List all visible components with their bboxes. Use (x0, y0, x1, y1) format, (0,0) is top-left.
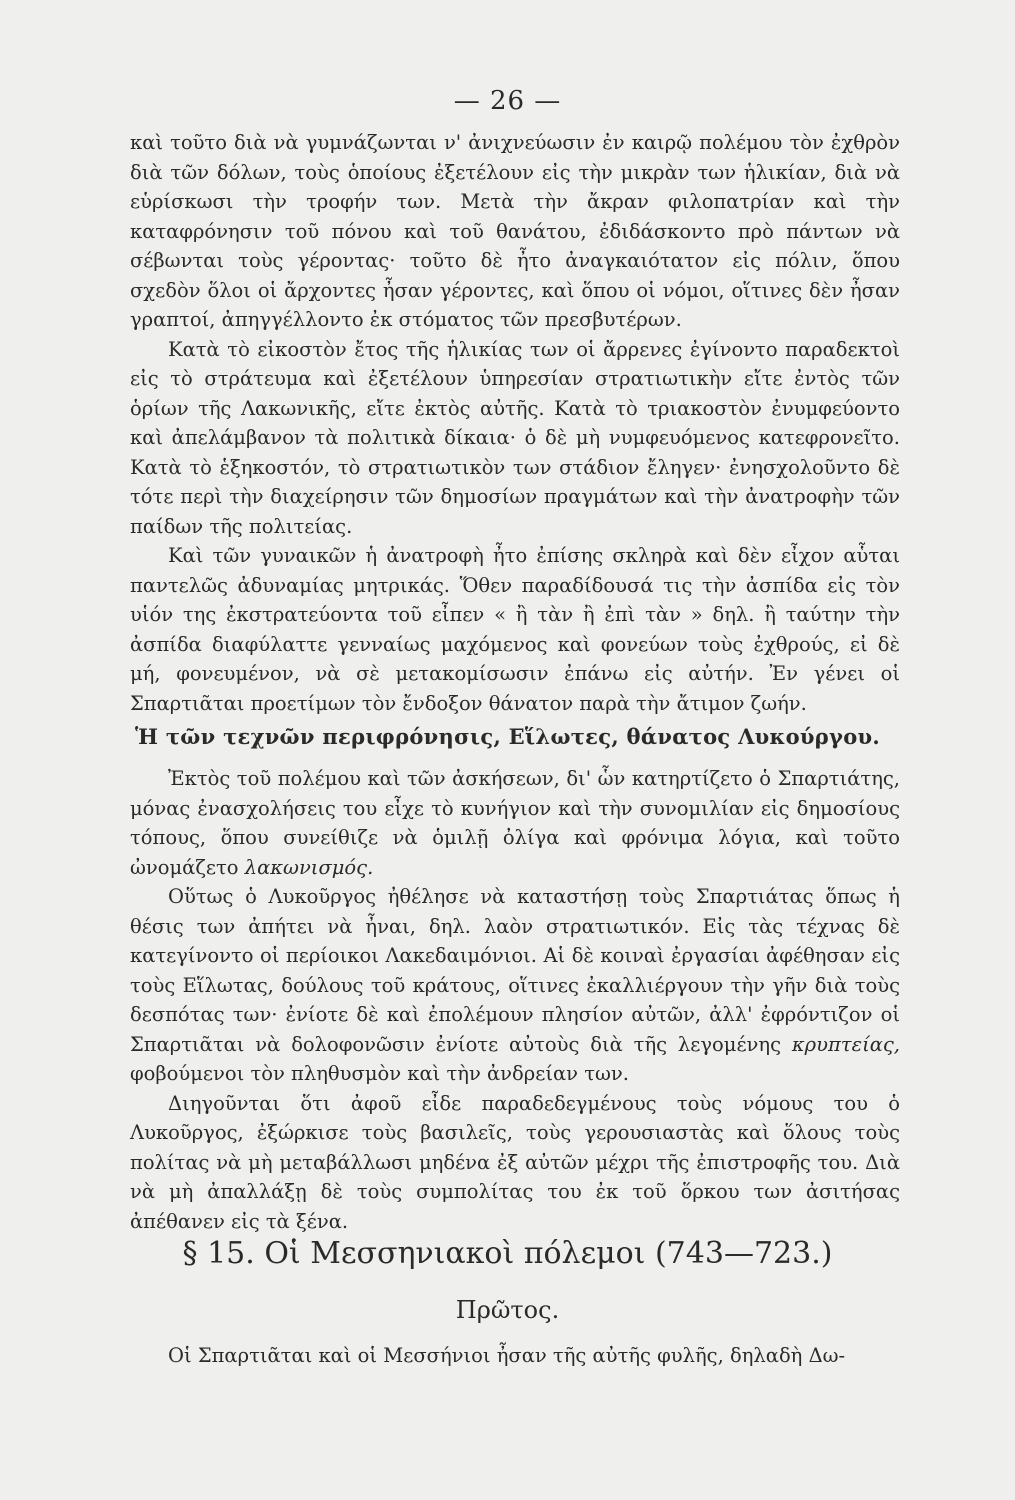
paragraph-text: Ἐκτὸς τοῦ πολέμου καὶ τῶν ἀσκήσεων, δι' ὧν κατηρτίζετο ὁ Σπαρτιάτης, μόνας ἐνασχολήσεις του εἶχε τὸ κυνήγιον καὶ τὴν συνομιλίαν εἰς δημοσίους τόπους, ὅπου συνείθιζε νὰ ὁμιλῇ ὀλίγα καὶ φρόνιμα λόγια, καὶ τοῦτο ὠνομάζετο (130, 767, 900, 879)
paragraph (130, 764, 900, 882)
section-title: Ἡ τῶν τεχνῶν περιφρόνησις, Εἵλωτες, θάνατος Λυκούργου. (134, 724, 880, 749)
paragraph: Κατὰ τὸ εἰκοστὸν ἔτος τῆς ἡλικίας των οἱ ἄρρενες ἐγίνοντο παραδεκτοὶ εἰς τὸ στράτευμα καὶ ἐξετέλουν ὑπηρεσίαν στρατιωτικὴν εἴτε ἐντὸς τῶν ὁρίων τῆς Λακωνικῆς, εἴτε ἐκτὸς αὐτῆς. Κατὰ τὸ τριακοστὸν ἐνυμφεύοντο καὶ ἀπελάμβανον τὰ πολιτικὰ δίκαια· ὁ δὲ μὴ νυμφευόμενος κατεφρονεῖτο. Κατὰ τὸ ἑξηκοστόν, τὸ στρατιωτικὸν των στάδιον ἔληγεν· ἐνησχολοῦντο δὲ τότε περὶ τὴν διαχείρησιν τῶν δημοσίων πραγμάτων καὶ τὴν ἀνατροφὴν τῶν παίδων τῆς πολιτείας. (130, 337, 900, 538)
paragraph: Διηγοῦνται ὅτι ἀφοῦ εἶδε παραδεδεγμένους τοὺς νόμους του ὁ Λυκοῦργος, ἐξώρκισε τοὺς βασιλεῖς, τοὺς γερουσιαστὰς καὶ ὅλους τοὺς πολίτας νὰ μὴ μεταβάλλωσι μηδένα ἐξ αὐτῶν μέχρι τῆς ἐπιστροφῆς του. Διὰ νὰ μὴ ἀπαλλάξῃ δὲ τοὺς συμπολίτας του ἐκ τοῦ ὅρκου των ἀσιτήσας ἀπέθανεν εἰς τὰ ξένα. (130, 1091, 900, 1233)
paragraph: καὶ τοῦτο διὰ νὰ γυμνάζωνται ν' ἀνιχνεύωσιν ἐν καιρῷ πολέμου τὸν ἐχθρὸν διὰ τῶν δόλων, τοὺς ὁποίους ἐξετέλουν εἰς τὴν μικρὰν των ἡλικίαν, διὰ νὰ εὑρίσκωσι τὴν τροφήν των. Μετὰ τὴν ἄκραν φιλοπατρίαν καὶ τὴν καταφρόνησιν τοῦ πόνου καὶ τοῦ θανάτου, ἐδιδάσκοντο πρὸ πάντων νὰ σέβωνται τοὺς γέροντας· τοῦτο δὲ ἦτο ἀναγκαιότατον εἰς πόλιν, ὅπου σχεδὸν ὅλοι οἱ ἄρχοντες ἦσαν γέροντες, καὶ ὅπου οἱ νόμοι, οἵτινες δὲν ἦσαν γραπτοί, ἀπηγγέλλοντο ἐκ στόματος τῶν πρεσβυτέρων. (130, 131, 900, 331)
text-block-upper (130, 128, 900, 718)
paragraph-text: φοβούμενοι τὸν πληθυσμὸν καὶ τὴν ἀνδρείαν των. (130, 1062, 629, 1085)
italic-term: κρυπτείας, (791, 1032, 900, 1056)
page-number: — 26 — (453, 86, 562, 116)
italic-term: λακωνισμός. (244, 855, 374, 879)
paragraph: Οἱ Σπαρτιᾶται καὶ οἱ Μεσσήνιοι ἦσαν τῆς αὐτῆς φυλῆς, δηλαδὴ Δω- (168, 1344, 846, 1367)
chapter-heading: § 15. Οἱ Μεσσηνιακοὶ πόλεμοι (743—723.) (182, 1236, 833, 1271)
paragraph-text: Οὕτως ὁ Λυκοῦργος ἠθέλησε νὰ καταστήσῃ τοὺς Σπαρτιάτας ὅπως ἡ θέσις των ἀπήτει νὰ ἦναι, δηλ. λαὸν στρατιωτικόν. Εἰς τὰς τέχνας δὲ κατεγίνοντο οἱ περίοικοι Λακεδαιμόνιοι. Αἱ δὲ κοιναὶ ἐργασίαι ἀφέθησαν εἰς τοὺς Εἵλωτας, δούλους τοῦ κράτους, οἵτινες ἐκαλλιέργουν τὴν γῆν διὰ τοὺς δεσπότας των· ἐνίοτε δὲ καὶ ἐπολέμουν πλησίον αὐτῶν, ἀλλ' ἐφρόντιζον οἱ Σπαρτιᾶται νὰ δολοφονῶσιν ἐνίοτε αὐτοὺς διὰ τῆς λεγομένης (130, 885, 900, 1056)
text-block-middle (130, 764, 900, 1236)
text-block-lower (130, 1341, 900, 1371)
sub-heading: Πρῶτος. (455, 1296, 560, 1324)
paragraph: Καὶ τῶν γυναικῶν ἡ ἀνατροφὴ ἦτο ἐπίσης σκληρὰ καὶ δὲν εἶχον αὗται παντελῶς ἀδυναμίας μητρικάς. Ὅθεν παραδίδουσά τις τὴν ἀσπίδα εἰς τὸν υἱόν της ἐκστρατεύοντα τοῦ εἶπεν « ἢ τὰν ἢ ἐπὶ τὰν » δηλ. ἢ ταύτην τὴν ἀσπίδα διαφύλαττε γενναίως μαχόμενος καὶ φονεύων τοὺς ἐχθρούς, εἰ δὲ μή, φονευμένον, νὰ σὲ μετακομίσωσιν ἐπάνω εἰς αὐτήν. Ἐν γένει οἱ Σπαρτιᾶται προετίμων τὸν ἔνδοξον θάνατον παρὰ τὴν ἄτιμον ζωήν. (130, 544, 900, 715)
paragraph (130, 882, 900, 1089)
